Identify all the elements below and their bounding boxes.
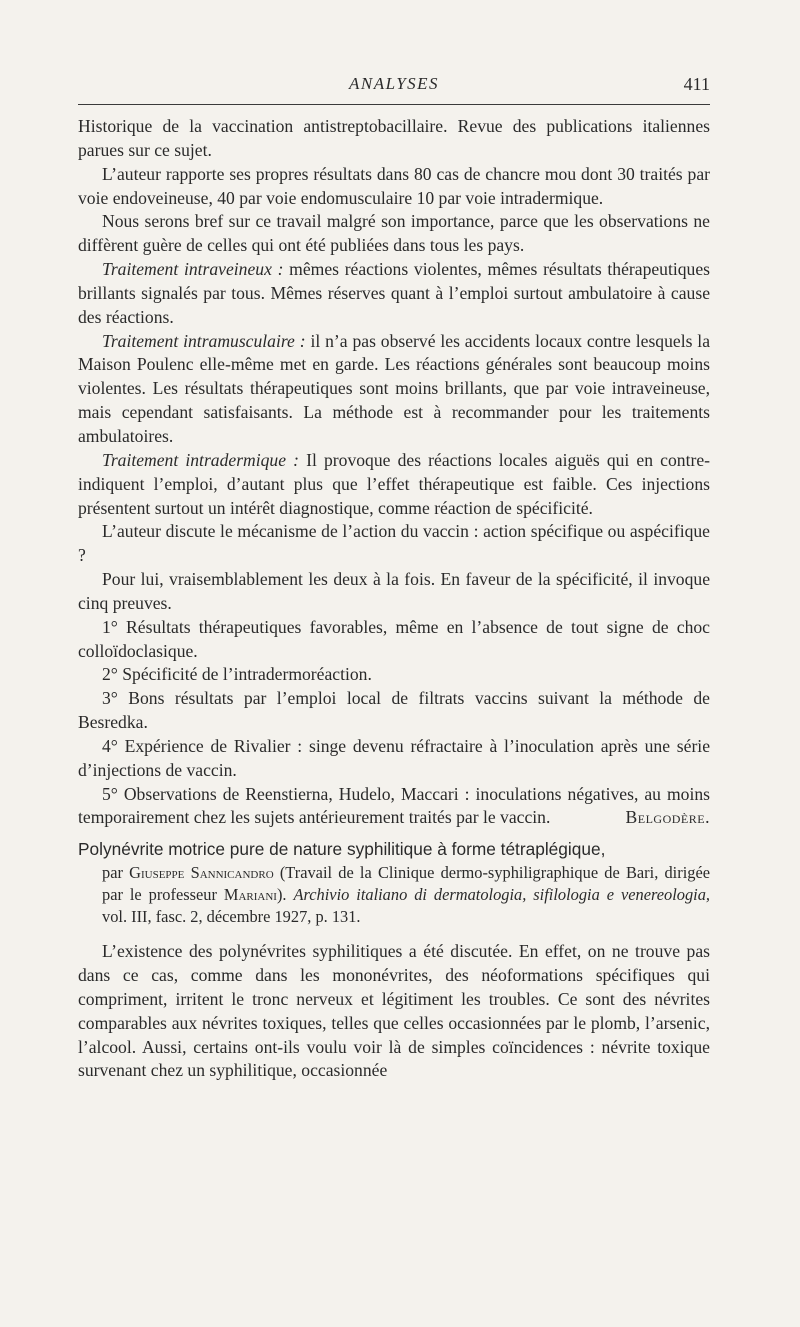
citation-segment: vol. III, fasc. 2, décembre 1927, p. 131. xyxy=(102,907,361,927)
list-item: 2° Spécificité de l’intradermoréaction. xyxy=(102,664,372,685)
list-item: 4° Expérience de Rivalier : singe devenu réfractaire à l’inoculation après une série d’injections de vaccin. xyxy=(78,735,710,780)
article-heading xyxy=(78,838,710,928)
paragraph-text: il n’a pas observé les accidents locaux contre lesquels la Maison Poulenc elle-même met en garde. Les réactions générales sont beaucoup moins violentes. Les résultats thérapeutiques sont moins brillants, que par voie intraveineuse, mais cependant satisfaisants. La méthode est à recommander pour les traitements ambulatoires. xyxy=(78,330,710,446)
paragraph-lead: Traitement intraveineux : xyxy=(102,259,284,280)
list-item: 1° Résultats thérapeutiques favorables, même en l’absence de tout signe de choc colloïdoclasique. xyxy=(78,616,710,661)
citation-segment: ). xyxy=(276,885,294,905)
citation-segment: Archivio italiano di dermatologia, sifilologia e venereologia, xyxy=(293,885,710,905)
paragraph xyxy=(78,330,710,449)
page-header xyxy=(78,70,710,100)
list-item: 3° Bons résultats par l’emploi local de filtrats vaccins suivant la méthode de Besredka. xyxy=(78,688,710,733)
paragraph-text: Il provoque des réactions locales aiguës qui en contre-indiquent l’emploi, d’autant plus que l’effet thérapeutique est faible. Ces injections présentent surtout un intérêt diagnostique, comme réaction de spécificité. xyxy=(78,449,710,518)
paragraph-lead: Traitement intradermique : xyxy=(102,449,300,470)
citation-segment: Giuseppe Sannicandro xyxy=(129,863,274,883)
citation-segment: Mariani xyxy=(223,885,277,905)
page-number: 411 xyxy=(683,74,710,94)
citation-segment: (Travail de la Clinique dermo-syphiligraphique de Bari, dirigée par le professeur xyxy=(102,863,710,905)
paragraph xyxy=(78,258,710,330)
header-rule xyxy=(78,104,710,105)
page-body xyxy=(78,115,710,1083)
paragraph xyxy=(78,449,710,521)
signature: Belgodère. xyxy=(625,807,710,828)
article-citation xyxy=(78,862,710,928)
paragraph: L’auteur discute le mécanisme de l’action du vaccin : action spécifique ou aspécifique ? xyxy=(78,521,710,566)
article-title: Polynévrite motrice pure de nature syphilitique à forme tétraplégique, xyxy=(78,839,606,860)
paragraph-lead: Traitement intramusculaire : xyxy=(102,330,306,351)
list-item-text: 5° Observations de Reenstierna, Hudelo, Maccari : inoculations négatives, au moins temporairement chez les sujets antérieurement traités par le vaccin. xyxy=(78,783,710,828)
paragraph: L’auteur rapporte ses propres résultats dans 80 cas de chancre mou dont 30 traités par voie endoveineuse, 40 par voie endomusculaire 10 par voie intradermique. xyxy=(78,163,710,208)
paragraph: Pour lui, vraisemblablement les deux à la fois. En faveur de la spécificité, il invoque cinq preuves. xyxy=(78,569,710,613)
list-item xyxy=(78,783,710,831)
citation-segment: par xyxy=(102,863,130,883)
running-head: ANALYSES xyxy=(348,74,440,93)
paragraph: Historique de la vaccination antistreptobacillaire. Revue des publications italiennes parues sur ce sujet. xyxy=(78,116,710,160)
paragraph-text: mêmes réactions violentes, mêmes résultats thérapeutiques brillants signalés par tous. Mêmes réserves quant à l’emploi surtout ambulatoire à cause des réactions. xyxy=(78,259,710,327)
paragraph: Nous serons bref sur ce travail malgré son importance, parce que les observations ne diffèrent guère de celles qui ont été publiées dans tous les pays. xyxy=(78,211,710,256)
article-body: L’existence des polynévrites syphilitiques a été discutée. En effet, on ne trouve pas dans ce cas, comme dans les mononévrites, des néoformations spécifiques qui compriment, irritent le tronc nerveux et légitiment les troubles. Ce sont des névrites comparables aux névrites toxiques, telles que celles occasionnées par le plomb, l’arsenic, l’alcool. Aussi, certains ont-ils voulu voir là de simples coïncidences : névrite toxique survenant chez un syphilitique, occasionnée xyxy=(78,941,710,1081)
